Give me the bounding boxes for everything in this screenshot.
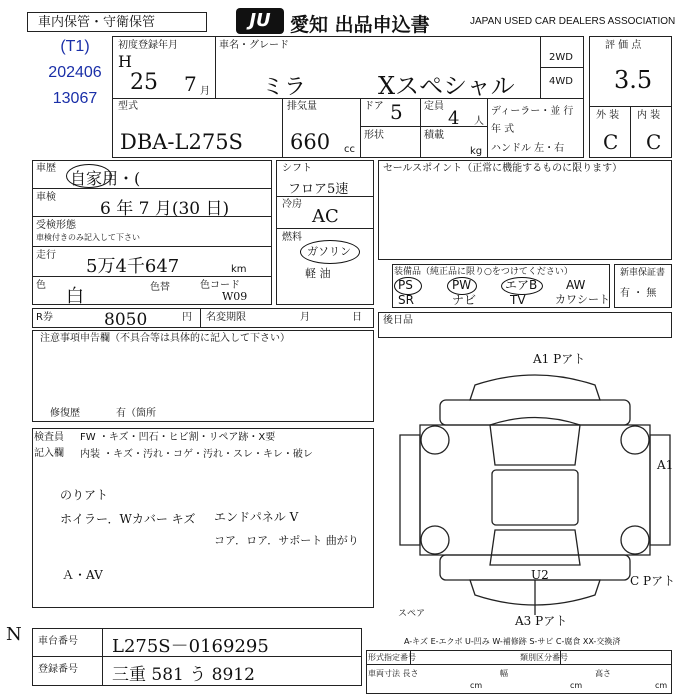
km-unit: km [231,264,247,275]
displacement-label: 排気量 [287,101,317,112]
fuel-value: ガソリン [307,245,351,258]
door-value: 5 [390,100,403,124]
equip-airbag: エアB [505,278,538,292]
door-label: ドア [364,101,384,112]
equipment-label: 装備品（純正品に限り○をつけてください） [394,267,573,277]
mileage-label: 走行 [36,250,56,261]
interior-label: 内 装 [637,110,661,121]
shift-label: シフト [282,163,312,174]
sales-point-block [378,160,672,260]
dealer-label: ディーラー・並 行 [491,106,574,117]
note-5: Ａ・AV [62,568,103,582]
inspection-label: 車検 [36,192,56,203]
history-value: 自家用・( [70,169,141,188]
recycle-label: R券 [36,312,53,323]
later-doc-block [378,312,672,338]
fw-row: FW ・キズ・凹石・ヒビ割・リペア跡・X要 [80,432,276,443]
dims-width: 幅 [500,669,508,678]
plate-label: 登録番号 [38,664,78,675]
model-name: ミラ [262,75,307,100]
chassis-value: L275S－0169295 [112,636,269,657]
fuel-circle [300,240,360,264]
fuel-alt: 軽 油 [305,267,331,280]
ac-value: AC [312,206,339,227]
history-label: 車歴 [36,163,56,174]
interior-grade: C [646,130,662,154]
type-label: 型式 [118,101,138,112]
equip-sr: SR [398,293,414,307]
mark-bottom-right: C Pアト [630,574,676,588]
receive-label: 受検形態 [36,220,76,231]
equip-pw: PW [452,278,472,292]
first-reg-year: 25 [130,70,158,95]
exterior-grade: C [603,130,619,154]
car-diagram [380,345,690,635]
receive-note: 車検付きのみ記入して下さい [36,233,140,242]
displacement-value: 660 [290,130,331,154]
capacity-value: 4 [448,108,460,129]
note-3: エンドパネル V [214,510,299,524]
mark-front: A1 Pアト [533,352,586,366]
fuel-label: 燃料 [282,232,302,243]
color-code-label: 色コード [200,280,240,291]
storage-note: 車内保管・守衛保管 [38,15,156,30]
shape-label: 形状 [364,130,384,141]
yen-unit: 円 [182,312,192,323]
drive-4wd: 4WD [549,76,573,87]
type-value: DBA-L275S [120,130,243,154]
stamp [34,34,116,112]
model-label: 車名・グレード [219,40,289,51]
plate-value: 三重 581 う 8912 [112,665,255,685]
notes-label: 注意事項申告欄（不具合等は具体的に記入して下さい） [40,333,290,344]
month-unit: 月 [200,86,210,97]
dims-cm-3: cm [655,681,668,690]
legend: A-キズ E-エクボ U-凹み W-補修跡 S-サビ C-腐食 XX-交換済 [404,637,621,646]
interior-row: 内装 ・キズ・汚れ・コゲ・汚れ・スレ・キレ・破レ [80,449,313,460]
note-1: のりアト [60,488,109,502]
first-reg-era: H [118,52,132,71]
model-grade: Xスペシャル [378,72,515,100]
history-circle [66,164,112,188]
stamp-code: (T1) [60,38,90,55]
handle-label: ハンドル 左・右 [491,143,565,154]
recycle-value: 8050 [104,310,148,330]
equip-ps: PS [398,278,413,292]
note-4: コア．ロア．サポート 曲がり [214,534,359,547]
color-code-value: W09 [222,290,248,303]
sales-point-label: セールスポイント（正常に機能するものに限ります） [383,163,623,174]
cc-unit: cc [344,144,355,155]
dims-height: 高さ [595,669,611,678]
repair-label: 修復歴 [50,408,80,419]
stamp-number: 13067 [52,90,98,107]
kg-unit: kg [470,146,483,157]
spare-label: スペア [398,609,426,619]
mark-bottom-left: U2 [531,568,549,582]
drive-2wd: 2WD [549,52,573,63]
inspection-value: 6 年 7 月(30 日) [100,199,230,219]
exterior-label: 外 装 [596,110,620,121]
class-label: 類別区分番号 [520,653,568,662]
recycle-row [32,308,374,328]
equip-navi: ナビ [452,293,477,307]
year-label: 年 式 [491,124,515,135]
form-title: 愛知 出品申込書 [290,14,430,36]
entry-label: 記入欄 [34,448,64,459]
stamp-date: 202406 [48,64,102,81]
warranty-label: 新車保証書 [620,268,666,278]
ju-logo: JU [236,8,284,34]
warranty-value: 有 ・ 無 [620,288,657,299]
mileage-value: 5万4千647 [86,256,180,277]
note-2: ホイラー．Wカバー キズ [60,512,196,526]
n-flag: N [6,624,22,645]
chassis-label: 車台番号 [38,636,78,647]
dims-cm-1: cm [470,681,483,690]
first-reg-month: 7 [184,72,197,96]
mark-right: A1 [657,458,674,472]
color-value: 白 [66,286,84,307]
storage-note-box [27,12,207,32]
dims-label: 車両寸法 長さ [368,669,419,678]
capacity-label: 定員 [424,101,444,112]
rating-value: 3.5 [614,66,653,94]
load-label: 積載 [424,130,444,141]
name-change-month: 月 [300,312,310,323]
name-change-label: 名変期限 [206,312,246,323]
shift-value: フロア5速 [288,182,349,197]
kind-label: 形式指定番号 [368,653,416,662]
color-label: 色 [36,280,46,291]
ac-label: 冷房 [282,199,302,210]
inspector-label: 検査員 [34,432,64,443]
color-change-label: 色替 [150,282,170,293]
repair-value: 有（箇所 [116,408,156,419]
equip-leather: カワシート [555,293,610,306]
dims-cm-2: cm [570,681,583,690]
equip-tv: TV [510,293,526,307]
rating-label: 評 価 点 [605,40,642,51]
later-doc-label: 後日品 [383,315,413,326]
form-subtitle: JAPAN USED CAR DEALERS ASSOCIATION [470,16,676,27]
equip-aw: AW [566,278,586,292]
name-change-day: 日 [352,312,362,323]
mark-rear: A3 Pアト [515,614,568,628]
person-unit: 人 [474,116,484,127]
first-reg-label: 初度登録年月 [118,40,178,51]
